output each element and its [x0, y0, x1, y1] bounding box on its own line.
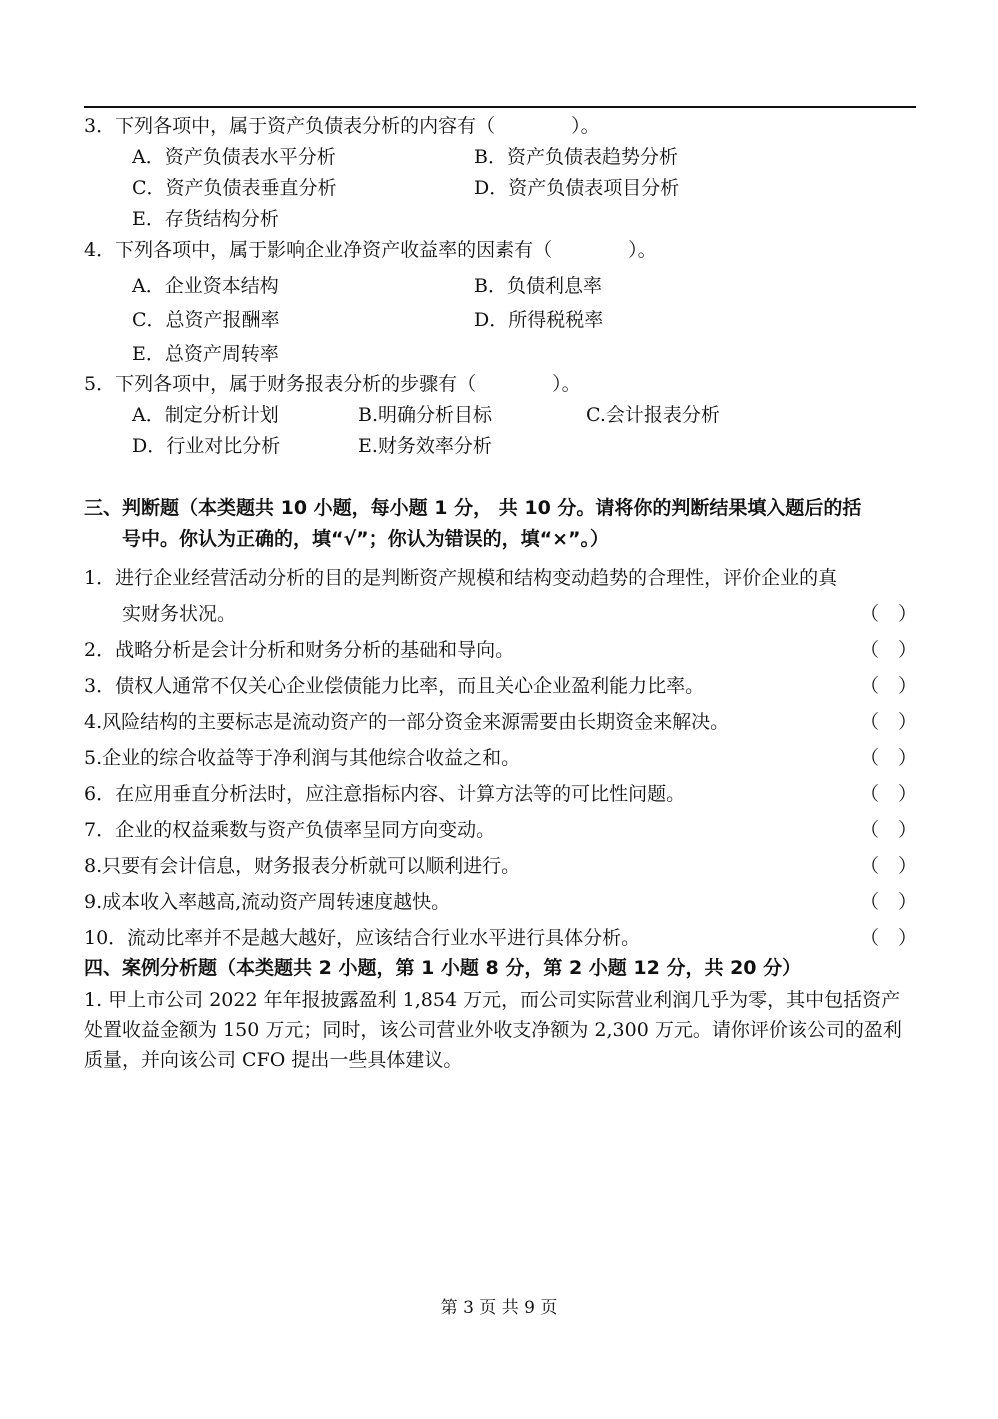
judgment-item: 8.只要有会计信息，财务报表分析就可以顺利进行。	[84, 855, 521, 877]
question-stem: 5．下列各项中，属于财务报表分析的步骤有（ ）。	[84, 373, 581, 395]
judgment-item: 9.成本收入率越高,流动资产周转速度越快。	[84, 891, 451, 913]
option: B．资产负债表趋势分析	[474, 146, 678, 168]
option: A．资产负债表水平分析	[132, 146, 336, 168]
judgment-item: 5.企业的综合收益等于净利润与其他综合收益之和。	[84, 747, 521, 769]
judgment-item-cont: 实财务状况。	[122, 603, 237, 625]
answer-paren: （ ）	[860, 639, 918, 661]
section-heading: 三、判断题（本类题共 10 小题，每小题 1 分， 共 10 分。请将你的判断结果填入题后的括	[84, 497, 862, 519]
option: B．负债利息率	[474, 275, 602, 297]
option: D．资产负债表项目分析	[474, 177, 680, 199]
answer-paren: （ ）	[860, 711, 918, 733]
section-heading: 四、案例分析题（本类题共 2 小题，第 1 小题 8 分，第 2 小题 12 分，共 20 分）	[84, 957, 802, 979]
answer-paren: （ ）	[860, 927, 918, 949]
option: D．行业对比分析	[132, 435, 281, 457]
judgment-item: 3．债权人通常不仅关心企业偿债能力比率，而且关心企业盈利能力比率。	[84, 675, 705, 697]
judgment-item: 2．战略分析是会计分析和财务分析的基础和导向。	[84, 639, 515, 661]
judgment-item: 6．在应用垂直分析法时，应注意指标内容、计算方法等的可比性问题。	[84, 783, 686, 805]
judgment-item: 10．流动比率并不是越大越好，应该结合行业水平进行具体分析。	[84, 927, 641, 949]
judgment-item: 4.风险结构的主要标志是流动资产的一部分资金来源需要由长期资金来解决。	[84, 711, 730, 733]
option: C．总资产报酬率	[132, 309, 280, 331]
answer-paren: （ ）	[860, 603, 918, 625]
option: A．制定分析计划	[132, 404, 279, 426]
question-stem: 4．下列各项中，属于影响企业净资产收益率的因素有（ ）。	[84, 239, 657, 261]
question-stem: 3．下列各项中，属于资产负债表分析的内容有（ ）。	[84, 115, 600, 137]
judgment-item: 7．企业的权益乘数与资产负债率呈同方向变动。	[84, 819, 496, 841]
answer-paren: （ ）	[860, 819, 918, 841]
case-question: 1. 甲上市公司 2022 年年报披露盈利 1,854 万元，而公司实际营业利润几乎为零，其中包括资产处置收益金额为 150 万元；同时，该公司营业外收支净额为 2,300 万元。请你评价该公司的盈利质量，并向该公司 CFO 提出一些具体建议。	[84, 989, 902, 1071]
judgment-item: 1．进行企业经营活动分析的目的是判断资产规模和结构变动趋势的合理性，评价企业的真	[84, 567, 838, 589]
option: C.会计报表分析	[586, 404, 720, 426]
page-footer: 第 3 页 共 9 页	[440, 1298, 558, 1318]
answer-paren: （ ）	[860, 675, 918, 697]
option: C．资产负债表垂直分析	[132, 177, 337, 199]
option: E．总资产周转率	[132, 343, 279, 365]
answer-paren: （ ）	[860, 747, 918, 769]
answer-paren: （ ）	[860, 783, 918, 805]
option: E．存货结构分析	[132, 208, 279, 230]
option: A．企业资本结构	[132, 275, 279, 297]
answer-paren: （ ）	[860, 891, 918, 913]
option: D．所得税税率	[474, 309, 604, 331]
option: B.明确分析目标	[358, 404, 493, 426]
answer-paren: （ ）	[860, 855, 918, 877]
option: E.财务效率分析	[358, 435, 492, 457]
section-heading-cont: 号中。你认为正确的，填“√”；你认为错误的，填“×”。）	[122, 528, 610, 550]
top-rule	[84, 106, 916, 108]
